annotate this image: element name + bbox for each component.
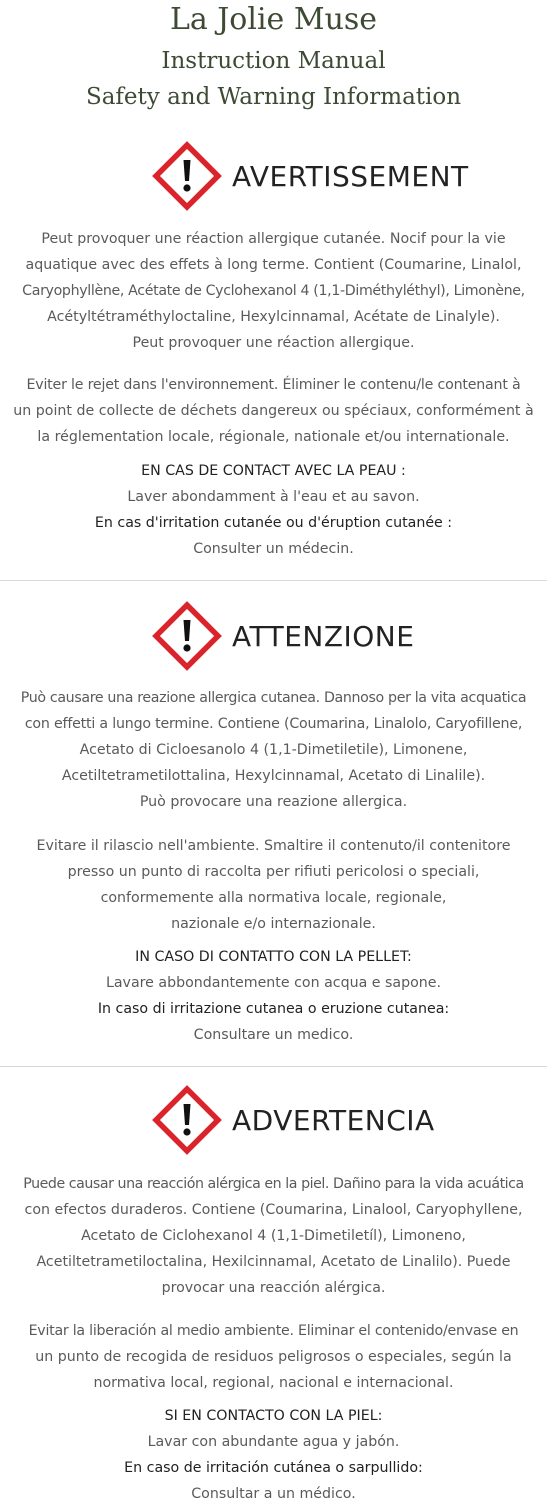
manual-subtitle: Safety and Warning Information xyxy=(85,84,462,110)
section-divider xyxy=(0,580,547,581)
text-line: Può causare una reazione allergica cutanea. Dannoso per la vita acquatica xyxy=(20,690,527,706)
text-line: Acetiltetrametilottalina, Hexylcinnamal, Acetato di Linalile). xyxy=(61,768,486,784)
first-aid-fr xyxy=(0,458,547,562)
text-line: aquatique avec des effets à long terme. Contient (Coumarine, Linalol, xyxy=(25,257,522,273)
text-line: Evitar la liberación al medio ambiente. Eliminar el contenido/envase en xyxy=(28,1323,519,1339)
section-divider xyxy=(0,1066,547,1067)
text-line: Acetato di Cicloesanolo 4 (1,1-Dimetiletile), Limonene, xyxy=(79,742,468,758)
disposal-statement-fr xyxy=(0,372,547,450)
irritation-action: Consulter un médecin. xyxy=(193,541,354,557)
signal-word: ATTENZIONE xyxy=(232,619,415,653)
first-aid-it xyxy=(0,944,547,1048)
disposal-statement-it xyxy=(0,833,547,937)
text-line: presso un punto di raccolta per rifiuti pericolosi o speciali, xyxy=(67,864,480,880)
warning-header-es xyxy=(152,1085,435,1155)
contact-heading: EN CAS DE CONTACT AVEC LA PEAU : xyxy=(141,463,406,479)
text-line: Puede causar una reacción alérgica en la piel. Dañino para la vida acuática xyxy=(23,1176,524,1192)
contact-action: Lavare abbondantemente con acqua e sapone. xyxy=(105,975,442,991)
text-line: normativa local, regional, nacional e internacional. xyxy=(93,1375,454,1391)
contact-action: Lavar con abundante agua y jabón. xyxy=(147,1434,400,1450)
text-line: Peut provoquer une réaction allergique cutanée. Nocif pour la vie xyxy=(41,231,506,247)
text-line: conformemente alla normativa locale, regionale, xyxy=(100,890,447,906)
text-line: Evitare il rilascio nell'ambiente. Smaltire il contenuto/il contenitore xyxy=(36,838,511,854)
text-line: Peut provoquer une réaction allergique. xyxy=(132,335,415,351)
irritation-heading: En cas d'irritation cutanée ou d'éruption cutanée : xyxy=(94,515,453,531)
text-line: Acétyltétraméthyloctaline, Hexylcinnamal, Acétate de Linalyle). xyxy=(47,309,500,325)
warning-header-fr xyxy=(152,141,469,211)
hazard-statement-fr xyxy=(0,226,547,356)
text-line: con efectos duraderos. Contiene (Coumarina, Linalool, Caryophyllene, xyxy=(24,1202,523,1218)
signal-word: AVERTISSEMENT xyxy=(232,159,469,193)
text-line: Caryophyllène, Acétate de Cyclohexanol 4 (1,1-Diméthyléthyl), Limonène, xyxy=(22,283,525,299)
manual-title: Instruction Manual xyxy=(161,48,386,74)
text-line: Può provocare una reazione allergica. xyxy=(139,794,408,810)
irritation-heading: In caso di irritazione cutanea o eruzione cutanea: xyxy=(97,1001,450,1017)
contact-heading: SI EN CONTACTO CON LA PIEL: xyxy=(164,1408,383,1424)
contact-heading: IN CASO DI CONTATTO CON LA PELLET: xyxy=(135,949,412,965)
text-line: un point de collecte de déchets dangereux ou spéciaux, conformément à xyxy=(13,403,534,419)
disposal-statement-es xyxy=(0,1318,547,1396)
irritation-action: Consultare un medico. xyxy=(193,1027,354,1043)
text-line: Acetiltetrametiloctalina, Hexilcinnamal, Acetato de Linalilo). Puede xyxy=(36,1254,511,1270)
brand-logo: La Jolie Muse xyxy=(169,2,378,37)
signal-word: ADVERTENCIA xyxy=(232,1103,435,1137)
text-line: con effetti a lungo termine. Contiene (Coumarina, Linalolo, Caryofillene, xyxy=(24,716,523,732)
irritation-heading: En caso de irritación cutánea o sarpullido: xyxy=(124,1460,423,1476)
text-line: Acetato de Ciclohexanol 4 (1,1-Dimetiletíl), Limoneno, xyxy=(81,1228,466,1244)
hazard-statement-es xyxy=(0,1171,547,1301)
irritation-action: Consultar a un médico. xyxy=(191,1486,356,1502)
text-line: un punto de recogida de residuos peligrosos o especiales, según la xyxy=(35,1349,512,1365)
hazard-statement-it xyxy=(0,685,547,815)
text-line: Eviter le rejet dans l'environnement. Éliminer le contenu/le contenant à xyxy=(26,377,521,393)
hazard-pictogram-icon xyxy=(152,141,222,211)
text-line: provocar una reacción alérgica. xyxy=(161,1280,386,1296)
hazard-pictogram-icon xyxy=(152,1085,222,1155)
text-line: la réglementation locale, régionale, nationale et/ou internationale. xyxy=(37,429,510,445)
hazard-pictogram-icon xyxy=(152,601,222,671)
text-line: nazionale e/o internazionale. xyxy=(171,916,376,932)
contact-action: Laver abondamment à l'eau et au savon. xyxy=(127,489,420,505)
first-aid-es xyxy=(0,1403,547,1507)
warning-header-it xyxy=(152,601,414,671)
